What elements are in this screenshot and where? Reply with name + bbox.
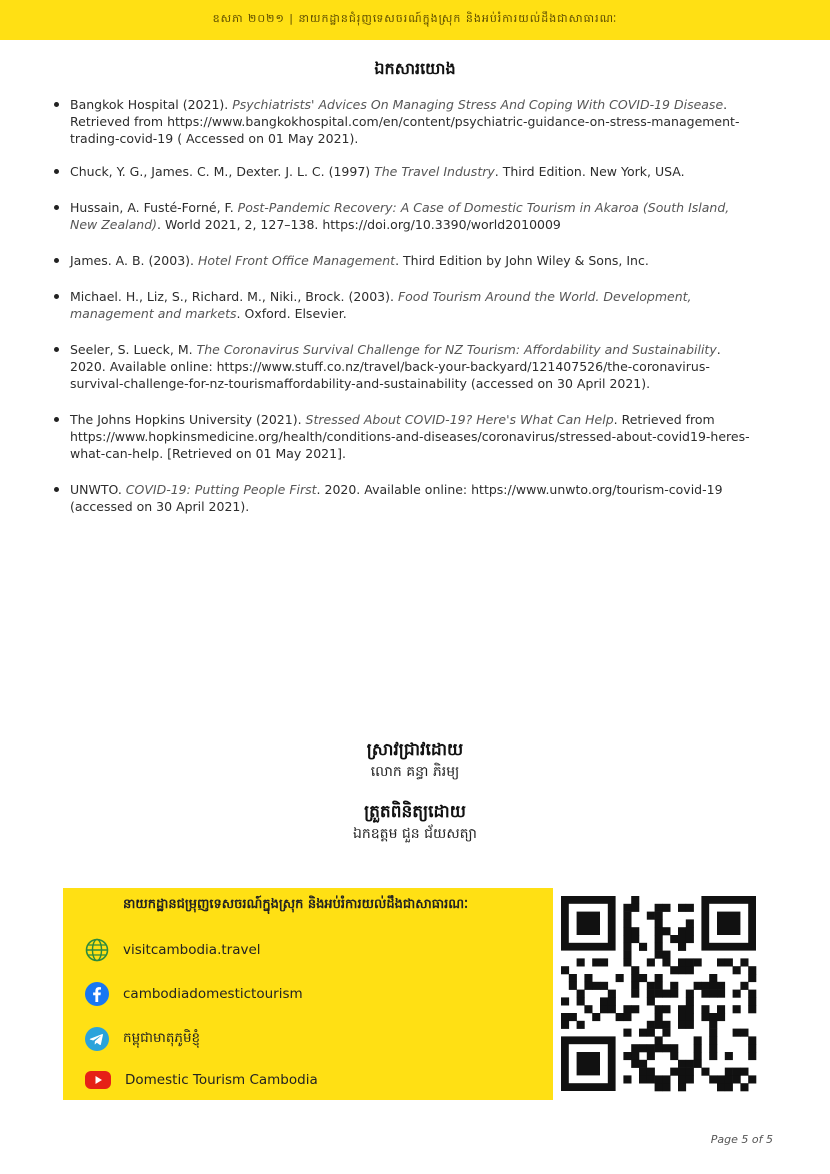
website-link[interactable] (85, 938, 261, 962)
contact-footer (63, 888, 766, 1100)
website-label: visitcambodia.travel (123, 942, 261, 958)
references-title: ឯកសារយោង (374, 59, 456, 78)
youtube-label: Domestic Tourism Cambodia (125, 1072, 318, 1088)
reference-item: Michael. H., Liz, S., Richard. M., Niki., Brock. (2003). Food Tourism Around the World. Development, management and markets. Oxford. Elsevier. (52, 288, 752, 322)
credits-section (0, 738, 830, 862)
department-title: នាយកដ្ឋានជម្រុញទេសចរណ៍ក្នុងស្រុក និងអប់រំការយល់ដឹងជាសាធារណៈ (123, 897, 469, 912)
references-list (52, 96, 752, 531)
globe-icon (85, 938, 109, 962)
telegram-link[interactable] (85, 1027, 200, 1051)
youtube-link[interactable] (85, 1071, 318, 1089)
reference-item: UNWTO. COVID-19: Putting People First. 2020. Available online: https://www.unwto.org/tourism-covid-19 (accessed on 30 April 2021). (52, 481, 752, 515)
reference-item: Hussain, A. Fusté-Forné, F. Post-Pandemic Recovery: A Case of Domestic Tourism in Akaroa (South Island, New Zealand). World 2021, 2, 127–138. https://doi.org/10.3390/world2010009 (52, 199, 752, 233)
reference-item: The Johns Hopkins University (2021). Stressed About COVID-19? Here's What Can Help. Retrieved from https://www.hopkinsmedicine.org/health/conditions-and-diseases/coronavirus/stressed-about-covid19-heres-what-can-help. [Retrieved on 01 May 2021]. (52, 411, 752, 462)
reviewer-name: ឯកឧត្តម ជួន ជ័យសត្យា (353, 826, 477, 842)
youtube-icon (85, 1071, 111, 1089)
header-bar (0, 0, 830, 40)
reference-item: Chuck, Y. G., James. C. M., Dexter. J. L. C. (1997) The Travel Industry. Third Edition. New York, USA. (52, 163, 752, 180)
qr-code-icon[interactable] (553, 888, 766, 1100)
reference-item: James. A. B. (2003). Hotel Front Office Management. Third Edition by John Wiley & Sons, Inc. (52, 252, 752, 269)
researcher-name: លោក គន្ធា ភិរម្យ (370, 764, 460, 780)
reviewed-by-label: ត្រួតពិនិត្យដោយ (364, 802, 466, 822)
reference-item: Bangkok Hospital (2021). Psychiatrists' Advices On Managing Stress And Coping With COVID-19 Disease. Retrieved from https://www.bangkokhospital.com/en/content/psychiatric-guidance-on-stress-management-trading-covid-19 ( Accessed on 01 May 2021). (52, 96, 752, 147)
page-number: Page 5 of 5 (710, 1133, 773, 1146)
researched-by-label: ស្រាវជ្រាវដោយ (366, 740, 464, 760)
facebook-icon (85, 982, 109, 1006)
facebook-link[interactable] (85, 982, 303, 1006)
header-text: ឧសភា ២០២១ | នាយកដ្ឋានជំរុញទេសចរណ៍ក្នុងស្រុក និងអប់រំការយល់ដឹងជាសាធារណៈ (212, 12, 618, 25)
reference-item: Seeler, S. Lueck, M. The Coronavirus Survival Challenge for NZ Tourism: Affordability and Sustainability. 2020. Available online: https://www.stuff.co.nz/travel/back-your-backyard/121407526/the-coronavirus-survival-challenge-for-nz-tourismaffordability-and-sustainability (accessed on 30 April 2021). (52, 341, 752, 392)
telegram-label: កម្ពុជាមាតុភូមិខ្ញុំ (123, 1030, 201, 1046)
facebook-label: cambodiadomestictourism (123, 986, 303, 1002)
telegram-icon (85, 1027, 109, 1051)
